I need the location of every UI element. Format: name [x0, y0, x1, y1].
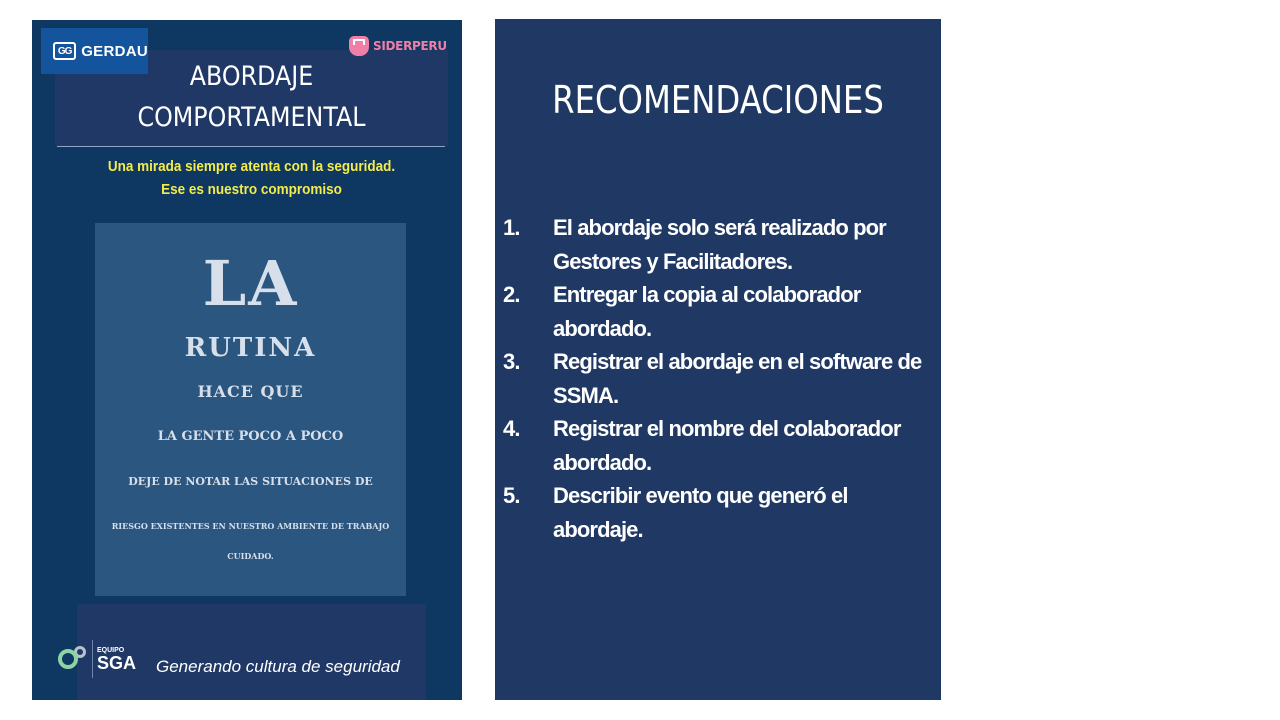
- list-item-number: 3.: [503, 349, 520, 374]
- list-item-number: 2.: [503, 282, 520, 307]
- safety-poster: [32, 20, 462, 700]
- footer-slogan: Generando cultura de seguridad: [156, 657, 400, 676]
- list-item-text: El abordaje solo será realizado por Gestores y Facilitadores.: [553, 215, 886, 274]
- title-divider: [57, 146, 445, 147]
- inner-line-rutina: RUTINA: [184, 333, 317, 363]
- gerdau-brand-text: GERDAU: [81, 42, 148, 60]
- list-item-text: Describir evento que generó el abordaje.: [553, 483, 848, 542]
- inner-line-cuidado: CUIDADO.: [227, 551, 274, 561]
- tagline-line1: Una mirada siempre atenta con la seguridad.: [107, 158, 396, 175]
- sga-logo-big: SGA: [97, 652, 137, 673]
- poster-title-line1: ABORDAJE: [189, 61, 314, 92]
- inner-line-deje: DEJE DE NOTAR LAS SITUACIONES DE: [128, 475, 373, 488]
- inner-line-hace-que: HACE QUE: [197, 382, 304, 401]
- poster-title-line2: COMPORTAMENTAL: [137, 102, 366, 133]
- siderperu-brand-text: SIDERPERU: [373, 39, 447, 53]
- list-item-text: Registrar el abordaje en el software de SSMA.: [553, 349, 922, 408]
- siderperu-mark-icon: [349, 36, 369, 56]
- gerdau-mark-icon: GG: [53, 42, 76, 60]
- inner-line-riesgo: RIESGO EXISTENTES EN NUESTRO AMBIENTE DE TRABAJO: [111, 521, 390, 531]
- inner-poster: [95, 223, 406, 596]
- inner-line-la: LA: [202, 247, 299, 320]
- poster-title: [79, 56, 425, 138]
- list-item: [503, 412, 937, 479]
- panel-title: RECOMENDACIONES: [552, 78, 884, 122]
- sga-logo-text: [97, 647, 136, 672]
- list-item: [503, 278, 937, 345]
- recommendations-panel: [495, 19, 941, 700]
- tagline-line2: Ese es nuestro compromiso: [161, 181, 342, 198]
- siderperu-logo: [349, 36, 447, 56]
- sga-logo-small: EQUIPO: [97, 646, 125, 654]
- list-item: [503, 479, 937, 546]
- list-item-number: 1.: [503, 215, 520, 240]
- recommendations-list: [503, 211, 937, 546]
- sga-divider: [92, 640, 93, 678]
- gear-icon: [58, 649, 78, 669]
- poster-tagline: [75, 155, 429, 201]
- list-item-text: Registrar el nombre del colaborador abordado.: [553, 416, 901, 475]
- list-item-text: Entregar la copia al colaborador abordado.: [553, 282, 861, 341]
- sga-logo: [58, 640, 136, 678]
- list-item-number: 4.: [503, 416, 520, 441]
- list-item: [503, 345, 937, 412]
- inner-line-gente: LA GENTE POCO A POCO: [157, 429, 344, 444]
- list-item-number: 5.: [503, 483, 520, 508]
- list-item: [503, 211, 937, 278]
